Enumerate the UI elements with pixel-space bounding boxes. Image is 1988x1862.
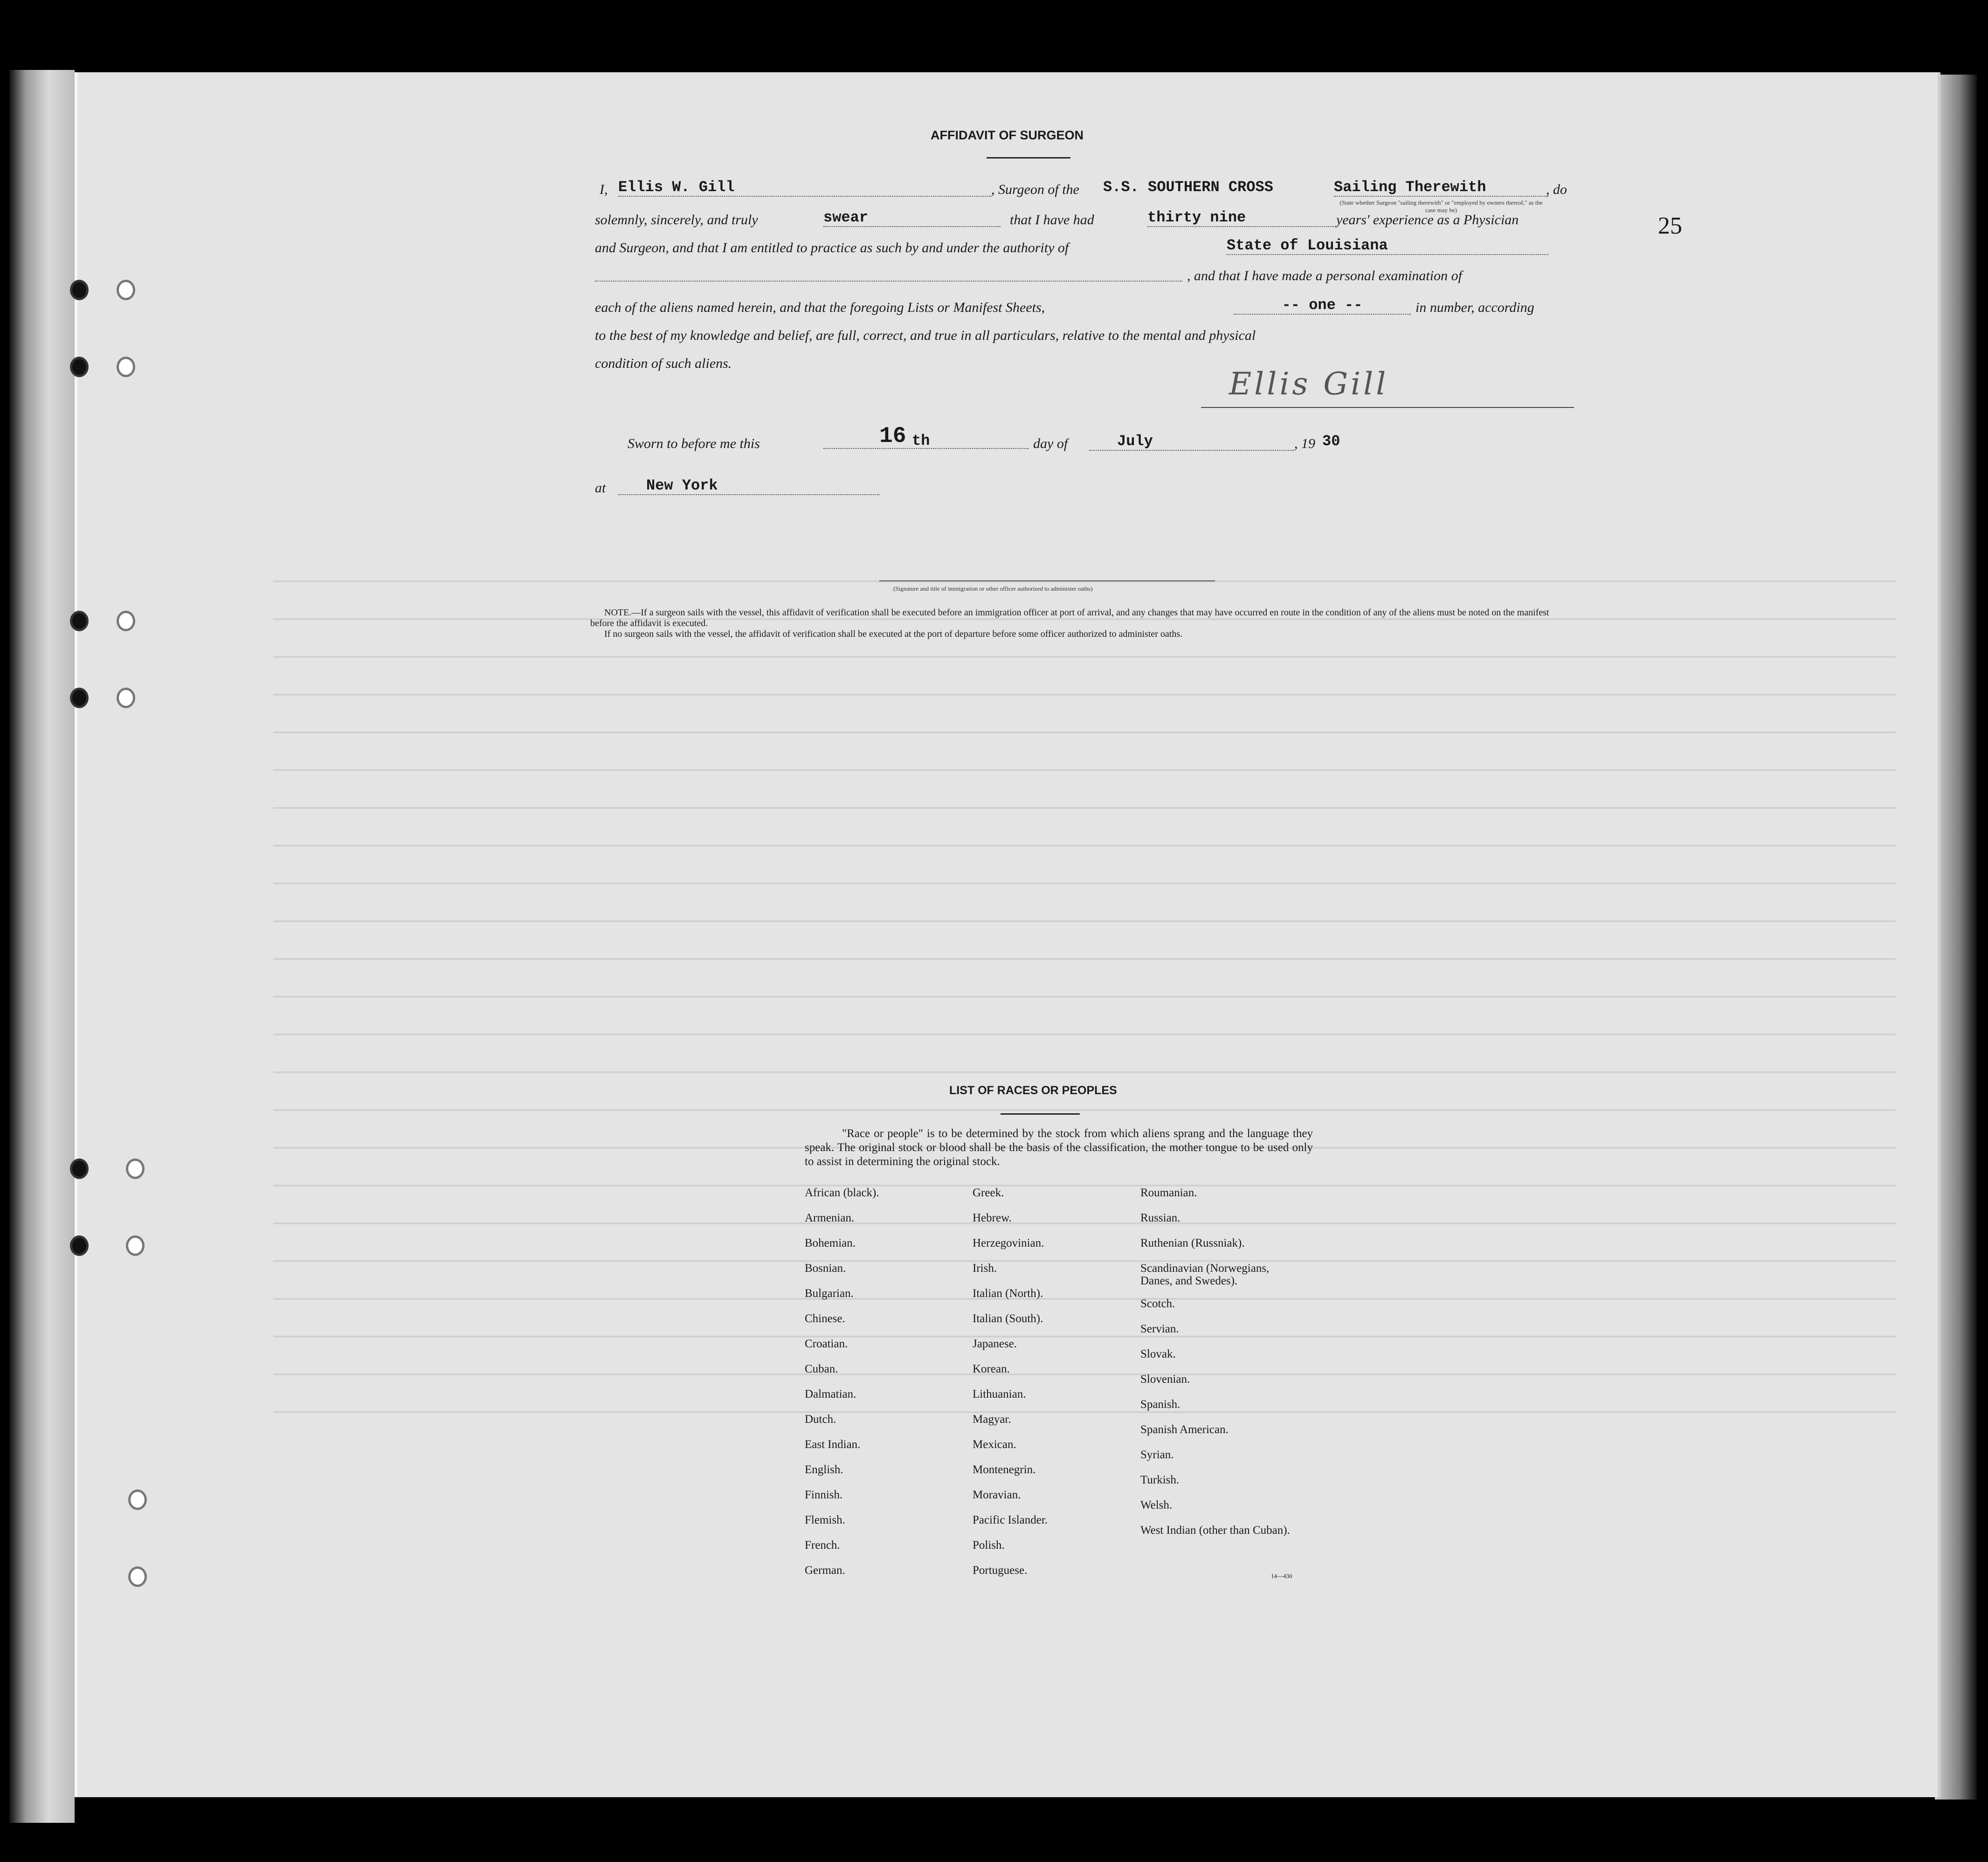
- officer-signature-line: [879, 580, 1215, 581]
- races-column-3: [1140, 1186, 1304, 1557]
- knowledge-text: to the best of my knowledge and belief, are full, correct, and true in all particulars, relative to the mental and physical: [595, 328, 1256, 343]
- authority-text: and Surgeon, and that I am entitled to practice as such by and under the authority of: [595, 240, 1069, 255]
- race-item: Flemish.: [805, 1514, 845, 1526]
- binder-hole: [117, 280, 135, 300]
- race-item: Magyar.: [973, 1413, 1011, 1426]
- binder-hole: [70, 280, 89, 300]
- sworn-place: New York: [618, 477, 879, 495]
- binder-hole: [70, 1235, 89, 1256]
- race-item: Dutch.: [805, 1413, 836, 1426]
- race-item: Japanese.: [973, 1338, 1017, 1350]
- document-page: [75, 72, 1940, 1797]
- race-item: Syrian.: [1140, 1448, 1174, 1461]
- race-item: Slovak.: [1140, 1348, 1176, 1360]
- do-text: , do: [1546, 182, 1567, 197]
- experience-prefix: that I have had: [1010, 212, 1094, 228]
- sworn-month: July: [1089, 433, 1294, 451]
- race-item: African (black).: [805, 1186, 879, 1199]
- race-item: Bulgarian.: [805, 1287, 854, 1300]
- surgeon-of-text: , Surgeon of the: [991, 182, 1079, 197]
- note-text-1: —If a surgeon sails with the vessel, this affidavit of verification shall be executed before an immigration officer at port of arrival, and any changes that may have occurred en route in the condition of any of the aliens must be noted on the manifest before the affidavit is executed.: [590, 607, 1549, 628]
- race-item: Pacific Islander.: [973, 1514, 1048, 1526]
- binder-hole: [70, 357, 89, 377]
- races-title: LIST OF RACES OR PEOPLES: [949, 1084, 1117, 1097]
- race-item: Bohemian.: [805, 1237, 856, 1249]
- race-item: Servian.: [1140, 1323, 1179, 1335]
- race-item: Roumanian.: [1140, 1186, 1197, 1199]
- surgeon-capacity: Sailing Therewith: [1334, 179, 1548, 197]
- sworn-day-suffix: th: [912, 432, 930, 449]
- surgeon-signature: Ellis Gill: [1229, 366, 1389, 402]
- sheets-count: -- one --: [1234, 297, 1411, 315]
- binder-hole: [128, 1490, 147, 1510]
- page-number: 25: [1658, 213, 1682, 239]
- race-item: French.: [805, 1539, 840, 1552]
- affidavit-note: [590, 607, 1574, 640]
- binder-hole: [117, 611, 135, 631]
- officer-caption: (Signature and title of immigration or other officer authorized to administer oaths): [893, 585, 1093, 592]
- title-rule: [987, 157, 1070, 159]
- solemnly-text: solemnly, sincerely, and truly: [595, 212, 758, 228]
- race-item: Lithuanian.: [973, 1388, 1026, 1400]
- ship-name: S.S. SOUTHERN CROSS: [1103, 179, 1273, 196]
- binder-hole: [70, 688, 89, 708]
- note-label: NOTE.: [604, 607, 632, 618]
- race-item: Armenian.: [805, 1212, 855, 1224]
- race-item: Chinese.: [805, 1312, 845, 1325]
- race-item: Cuban.: [805, 1363, 838, 1375]
- binder-hole: [70, 611, 89, 631]
- race-item: Hebrew.: [973, 1212, 1012, 1224]
- race-item: Greek.: [973, 1186, 1004, 1199]
- race-item: Spanish.: [1140, 1398, 1180, 1411]
- oath-word: swear: [823, 209, 1001, 227]
- experience-suffix: years' experience as a Physician: [1336, 212, 1519, 228]
- year-prefix: , 19: [1294, 436, 1315, 451]
- race-item: Scandinavian (Norwegians, Danes, and Swedes).: [1140, 1262, 1270, 1287]
- in-number-text: in number, according: [1415, 300, 1534, 315]
- surgeon-name: Ellis W. Gill: [618, 179, 991, 197]
- race-item: Montenegrin.: [973, 1463, 1036, 1476]
- races-intro: "Race or people" is to be determined by the stock from which aliens sprang and the language they speak. The original stock or blood shall be the basis of the classification, the mother tongue to be used only to assist in determining the original stock.: [805, 1127, 1313, 1168]
- race-item: West Indian (other than Cuban).: [1140, 1524, 1290, 1537]
- race-item: Mexican.: [973, 1438, 1016, 1451]
- race-item: Ruthenian (Russniak).: [1140, 1237, 1245, 1249]
- race-item: Italian (South).: [973, 1312, 1043, 1325]
- race-item: Bosnian.: [805, 1262, 846, 1275]
- sworn-year: 30: [1322, 433, 1340, 450]
- binder-hole: [117, 688, 135, 708]
- race-item: Finnish.: [805, 1489, 843, 1501]
- binder-edge: [9, 70, 75, 1823]
- aliens-text: each of the aliens named herein, and that the foregoing Lists or Manifest Sheets,: [595, 300, 1045, 315]
- licensing-authority: State of Louisiana: [1227, 237, 1548, 255]
- binder-hole: [128, 1566, 147, 1587]
- day-field: [823, 424, 1029, 449]
- race-item: Herzegovinian.: [973, 1237, 1044, 1249]
- blank-authority-line: [595, 281, 1182, 282]
- race-item: Polish.: [973, 1539, 1005, 1552]
- race-item: Dalmatian.: [805, 1388, 856, 1400]
- races-column-2: [973, 1186, 1140, 1589]
- race-item: Spanish American.: [1140, 1423, 1229, 1436]
- race-item: Croatian.: [805, 1338, 848, 1350]
- race-item: German.: [805, 1564, 845, 1577]
- binder-hole: [117, 357, 135, 377]
- years-experience: thirty nine: [1147, 209, 1334, 227]
- sworn-day: 16: [879, 424, 906, 449]
- examination-text: , and that I have made a personal examination of: [1187, 268, 1462, 283]
- races-title-rule: [1001, 1113, 1080, 1115]
- race-item: Scotch.: [1140, 1297, 1175, 1310]
- affidavit-title: AFFIDAVIT OF SURGEON: [931, 128, 1084, 142]
- capacity-note: (State whether Surgeon "sailing therewith" or "employed by owners thereof," as the case may be): [1339, 199, 1543, 214]
- binder-hole: [70, 1159, 89, 1179]
- race-item: Portuguese.: [973, 1564, 1028, 1577]
- i-prefix: I,: [600, 182, 608, 197]
- race-item: Turkish.: [1140, 1474, 1180, 1486]
- races-column-1: [805, 1186, 973, 1589]
- race-item: Irish.: [973, 1262, 997, 1275]
- race-item: English.: [805, 1463, 843, 1476]
- condition-text: condition of such aliens.: [595, 356, 732, 371]
- sworn-text: Sworn to before me this: [628, 436, 760, 451]
- race-item: East Indian.: [805, 1438, 861, 1451]
- race-item: Russian.: [1140, 1212, 1180, 1224]
- race-item: Korean.: [973, 1363, 1010, 1375]
- day-of-text: day of: [1033, 436, 1068, 451]
- race-item: Moravian.: [973, 1489, 1021, 1501]
- race-item: Slovenian.: [1140, 1373, 1190, 1386]
- race-item: Welsh.: [1140, 1499, 1173, 1511]
- at-text: at: [595, 480, 606, 496]
- note-text-2: If no surgeon sails with the vessel, the affidavit of verification shall be executed at the port of departure before some officer authorized to administer oaths.: [604, 629, 1183, 639]
- binder-hole: [126, 1159, 145, 1179]
- page-stack-edge: [1935, 75, 1977, 1800]
- binder-hole: [126, 1235, 145, 1256]
- race-item: Italian (North).: [973, 1287, 1043, 1300]
- form-number: 14—430: [1271, 1572, 1292, 1579]
- signature-line: [1201, 407, 1574, 408]
